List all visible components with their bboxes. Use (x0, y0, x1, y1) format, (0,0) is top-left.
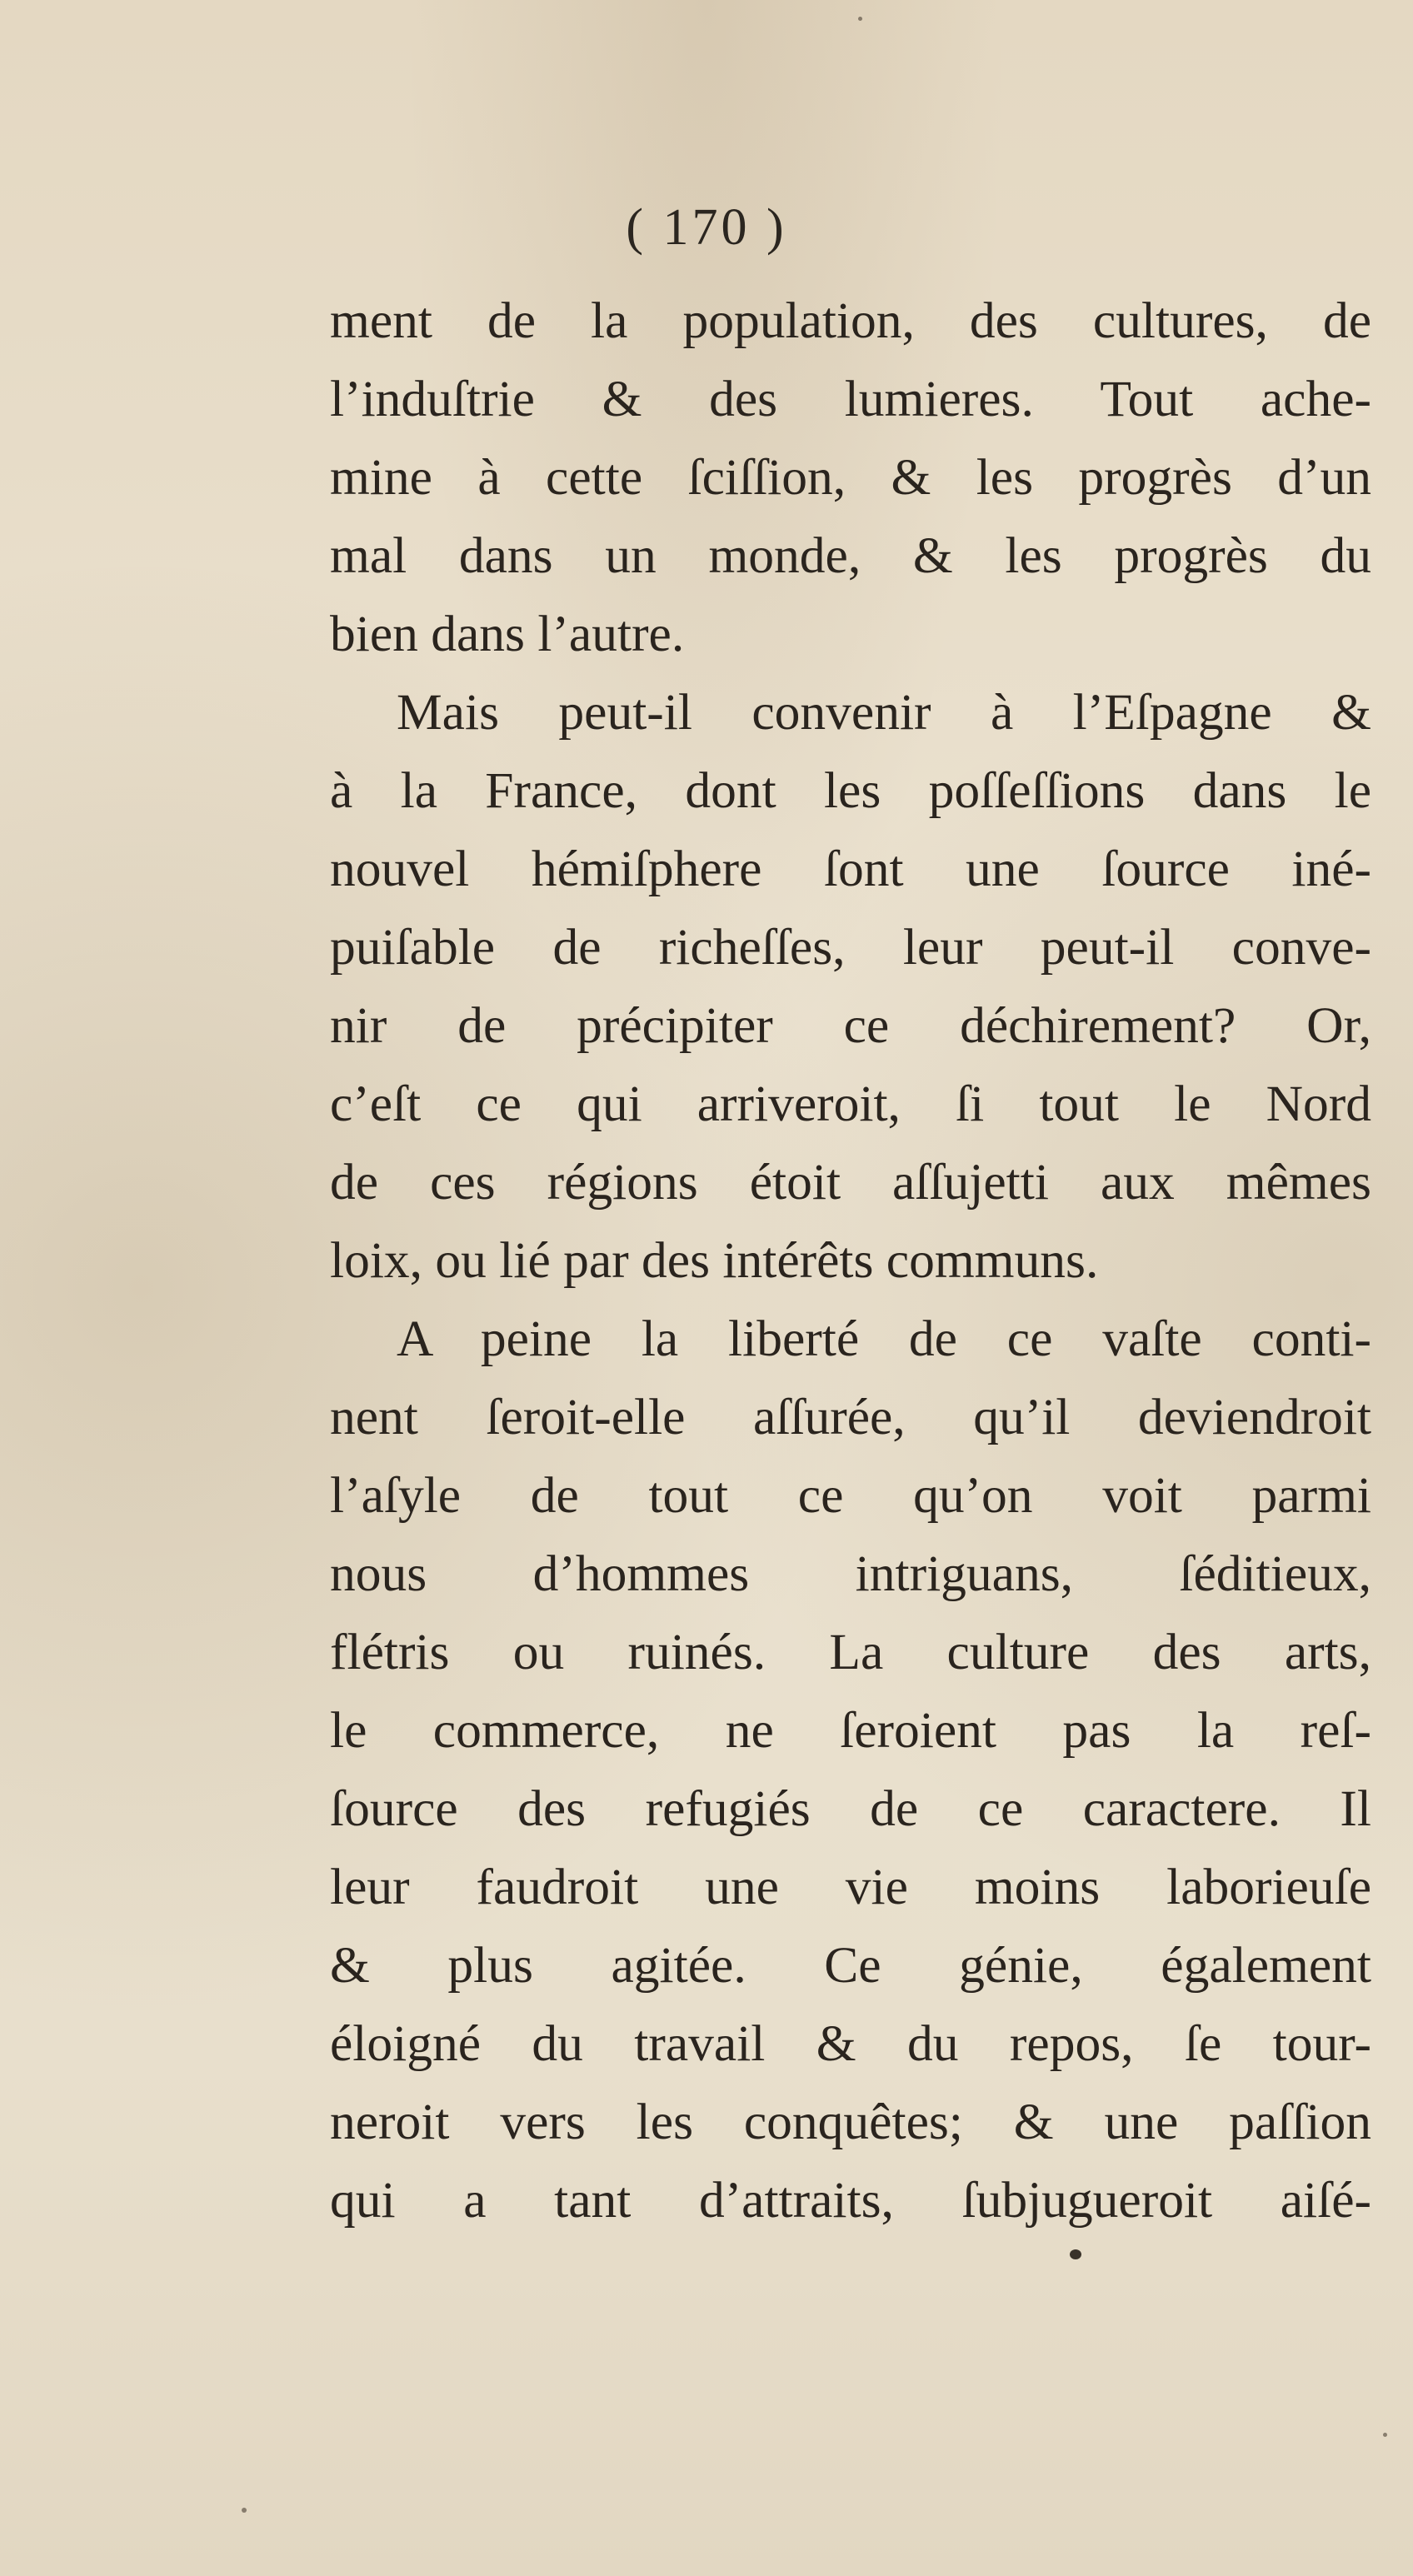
text-line: bien dans l’autre. (330, 606, 685, 662)
text-line: mal dans un monde, & les progrès du (330, 527, 1371, 584)
text-line: flétris ou ruinés. La culture des arts, (330, 1624, 1371, 1680)
text-line: Mais peut-il convenir à l’Eſpagne & (397, 684, 1371, 741)
text-line: A peine la liberté de ce vaſte conti- (397, 1310, 1371, 1367)
text-line: nous d’hommes intriguans, ſéditieux, (330, 1545, 1371, 1602)
text-line: le commerce, ne ſeroient pas la reſ- (330, 1702, 1371, 1759)
page-number: ( 170 ) (626, 199, 787, 256)
ornament-dot (1070, 2249, 1081, 2259)
text-line: ment de la population, des cultures, de (330, 292, 1371, 349)
text-line: loix, ou lié par des intérêts communs. (330, 1232, 1099, 1289)
text-line: leur faudroit une vie moins laborieuſe (330, 1859, 1371, 1915)
text-line: nir de précipiter ce déchirement? Or, (330, 997, 1371, 1054)
paper-speck (858, 17, 862, 21)
text-line: puiſable de richeſſes, leur peut-il conve- (330, 919, 1371, 976)
text-line: de ces régions étoit aſſujetti aux mêmes (330, 1154, 1371, 1211)
text-line: ſource des refugiés de ce caractere. Il (330, 1780, 1371, 1837)
text-line: c’eſt ce qui arriveroit, ſi tout le Nord (330, 1076, 1371, 1132)
paper-speck (242, 2508, 247, 2513)
text-line: nouvel hémiſphere ſont une ſource iné- (330, 841, 1371, 897)
text-line: l’aſyle de tout ce qu’on voit parmi (330, 1467, 1371, 1524)
text-line: éloigné du travail & du repos, ſe tour- (330, 2015, 1371, 2072)
text-line: mine à cette ſciſſion, & les progrès d’un (330, 449, 1371, 506)
text-line: l’induſtrie & des lumieres. Tout ache- (330, 371, 1371, 427)
text-line: à la France, dont les poſſeſſions dans le (330, 762, 1371, 819)
text-line: nent ſeroit-elle aſſurée, qu’il deviendroit (330, 1389, 1371, 1445)
body-text (330, 282, 1371, 2239)
text-line: qui a tant d’attraits, ſubjugueroit aiſé- (330, 2172, 1371, 2229)
text-line: neroit vers les conquêtes; & une paſſion (330, 2094, 1371, 2150)
text-line: & plus agitée. Ce génie, également (330, 1937, 1371, 1994)
paper-speck (1383, 2433, 1387, 2437)
